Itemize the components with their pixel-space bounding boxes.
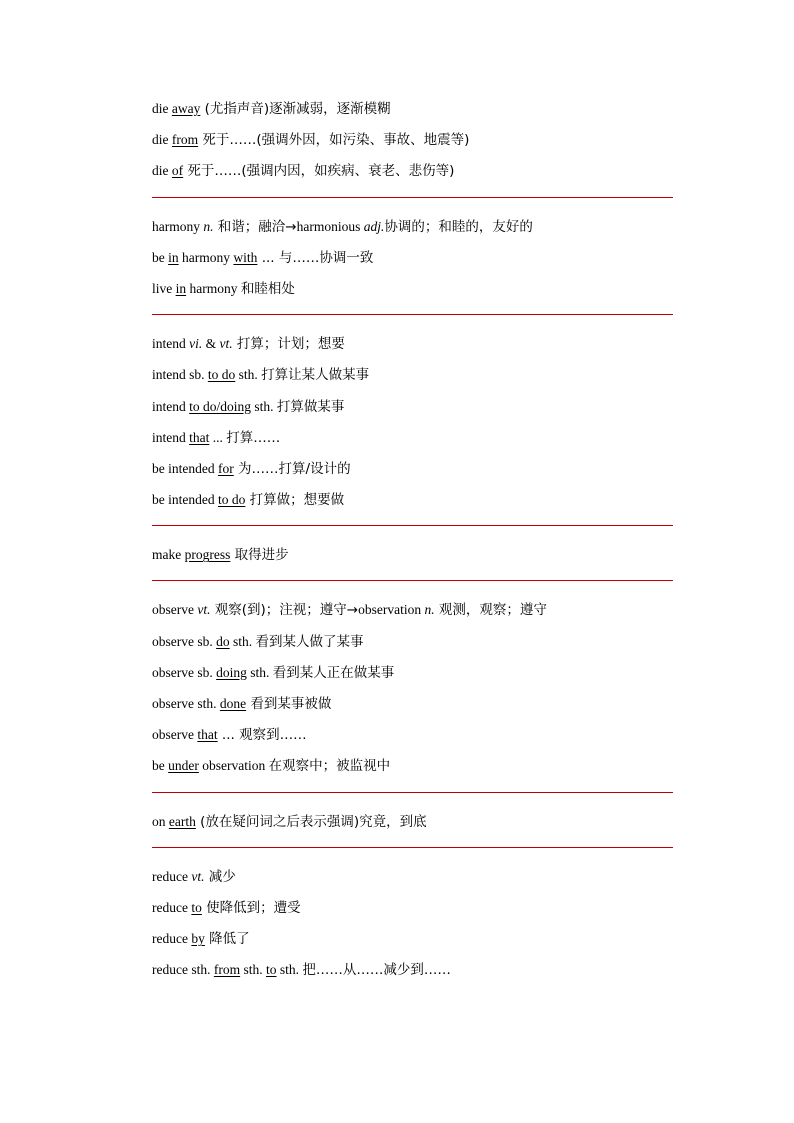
vocab-line: [152, 892, 673, 923]
vocab-line: [152, 750, 673, 781]
phrase-text: vt.: [197, 602, 211, 618]
phrase-text: reduce sth.: [152, 962, 214, 978]
vocab-line: [152, 242, 673, 273]
underlined-word: do: [216, 633, 230, 649]
vocab-section: [152, 93, 673, 187]
phrase-text: harmony: [186, 280, 241, 296]
phrase-text: die: [152, 163, 172, 179]
phrase-text: die: [152, 132, 172, 148]
phrase-text: die: [152, 101, 172, 116]
phrase-text: be intended: [152, 492, 218, 508]
definition-text: 为……打算/设计的: [233, 460, 351, 477]
phrase-text: observe: [152, 727, 198, 743]
phrase-text: sth.: [246, 664, 273, 680]
phrase-text: sth.: [240, 962, 266, 978]
phrase-text: reduce: [152, 899, 192, 915]
definition-text: ... 观察到……: [217, 727, 307, 744]
vocab-line: [152, 391, 673, 422]
underlined-word: from: [213, 962, 241, 978]
phrase-text: vt.: [219, 336, 233, 352]
vocab-line: [152, 155, 673, 186]
definition-text: 和睦相处: [240, 280, 295, 297]
underlined-word: with: [233, 249, 258, 265]
definition-text: 取得进步: [230, 547, 289, 564]
vocab-section: [152, 328, 673, 515]
phrase-text: intend: [152, 429, 190, 445]
underlined-word: under: [168, 758, 199, 774]
phrase-text: harmonious: [296, 218, 364, 234]
underlined-word: to: [266, 962, 277, 978]
definition-text: 打算……: [226, 429, 281, 446]
phrase-text: harmony: [152, 218, 204, 234]
phrase-text: sth.: [229, 633, 256, 649]
phrase-text: intend: [152, 336, 190, 352]
vocab-line: [152, 954, 673, 985]
phrase-text: sth.: [251, 398, 277, 414]
phrase-text: n.: [424, 602, 435, 618]
definition-text: 看到某人正在做某事: [272, 664, 395, 681]
vocab-section: [152, 594, 673, 781]
underlined-word: for: [217, 460, 234, 476]
phrase-text: observe sb.: [152, 664, 217, 680]
phrase-text: be: [152, 249, 169, 265]
underlined-word: by: [191, 931, 205, 947]
phrase-text: observe sb.: [152, 633, 217, 649]
phrase-text: sth.: [276, 962, 303, 978]
phrase-text: observation: [198, 758, 269, 774]
definition-text: (放在疑问词之后表示强调)究竟，到底: [195, 813, 427, 830]
section-divider: [152, 525, 673, 526]
definition-text: 减少: [204, 868, 236, 885]
phrase-text: reduce: [152, 868, 192, 884]
vocab-line: [152, 453, 673, 484]
phrase-text: intend sb.: [152, 367, 208, 383]
vocab-section: [152, 806, 673, 837]
vocab-line: [152, 594, 673, 625]
phrase-text: be intended: [152, 460, 218, 476]
vocab-line: [152, 626, 673, 657]
section-divider: [152, 314, 673, 315]
vocab-section: [152, 861, 673, 986]
phrase-text: n.: [203, 218, 214, 234]
underlined-word: to do: [217, 492, 246, 508]
underlined-word: in: [168, 249, 179, 265]
underlined-word: of: [171, 163, 184, 179]
underlined-word: from: [171, 132, 199, 148]
definition-text: 看到某事被做: [246, 696, 332, 712]
underlined-word: away: [171, 101, 201, 116]
phrase-text: &: [202, 336, 220, 352]
vocab-line: [152, 657, 673, 688]
vocab-line: [152, 273, 673, 304]
phrase-text: observe: [152, 602, 198, 618]
phrase-text: observation: [358, 602, 425, 618]
phrase-text: vi.: [189, 336, 203, 352]
vocab-line: [152, 806, 673, 837]
phrase-text: ...: [209, 429, 227, 445]
phrase-text: adj.: [363, 218, 385, 234]
definition-text: 打算；计划；想要: [232, 336, 345, 353]
definition-text: 观察(到)；注视；遵守→: [210, 602, 359, 619]
definition-text: 打算让某人做某事: [261, 367, 370, 384]
phrase-text: live: [152, 280, 176, 296]
vocab-line: [152, 211, 673, 242]
underlined-word: that: [197, 727, 218, 743]
definition-text: 打算做；想要做: [245, 492, 345, 509]
underlined-word: to: [191, 899, 202, 915]
definition-text: 观测，观察；遵守: [434, 602, 547, 619]
phrase-text: be: [152, 758, 169, 774]
underlined-word: that: [189, 429, 210, 445]
underlined-word: to do/doing: [189, 398, 252, 414]
underlined-word: to do: [207, 367, 236, 383]
definition-text: 降低了: [204, 931, 250, 948]
underlined-word: progress: [184, 547, 231, 563]
phrase-text: observe sth.: [152, 696, 220, 711]
underlined-word: in: [175, 280, 187, 296]
vocab-line: [152, 359, 673, 390]
section-divider: [152, 847, 673, 848]
vocab-section: [152, 539, 673, 570]
vocab-line: [152, 484, 673, 515]
definition-text: 协调的；和睦的，友好的: [384, 218, 533, 235]
section-divider: [152, 792, 673, 793]
definition-text: 在观察中；被监视中: [268, 758, 391, 775]
phrase-text: on: [152, 813, 169, 829]
definition-text: ... 与……协调一致: [257, 249, 374, 266]
definition-text: (尤指声音)逐渐减弱，逐渐模糊: [200, 101, 391, 117]
definition-text: 使降低到；遭受: [201, 899, 301, 916]
vocab-line: [152, 93, 673, 124]
definition-text: 和谐；融洽→: [213, 218, 297, 235]
definition-text: 看到某人做了某事: [255, 633, 364, 650]
vocab-line: [152, 923, 673, 954]
vocab-line: [152, 719, 673, 750]
section-divider: [152, 580, 673, 581]
definition-text: 把……从……减少到……: [302, 962, 451, 979]
vocab-section: [152, 211, 673, 305]
phrase-text: intend: [152, 398, 190, 414]
phrase-text: sth.: [235, 367, 262, 383]
definition-text: 死于……(强调外因，如污染、事故、地震等): [198, 132, 470, 149]
definition-text: 死于……(强调内因，如疾病、衰老、悲伤等): [183, 163, 455, 180]
vocab-line: [152, 328, 673, 359]
vocab-line: [152, 539, 673, 570]
definition-text: 打算做某事: [276, 398, 345, 415]
vocab-line: [152, 124, 673, 155]
phrase-text: harmony: [178, 249, 234, 265]
underlined-word: earth: [168, 813, 196, 829]
vocab-line: [152, 688, 673, 719]
phrase-text: make: [152, 547, 185, 563]
vocab-line: [152, 422, 673, 453]
phrase-text: vt.: [191, 868, 205, 884]
section-divider: [152, 197, 673, 198]
vocab-line: [152, 861, 673, 892]
phrase-text: reduce: [152, 931, 192, 947]
vocabulary-page: [152, 93, 673, 986]
underlined-word: done: [219, 696, 247, 711]
underlined-word: doing: [216, 664, 247, 680]
